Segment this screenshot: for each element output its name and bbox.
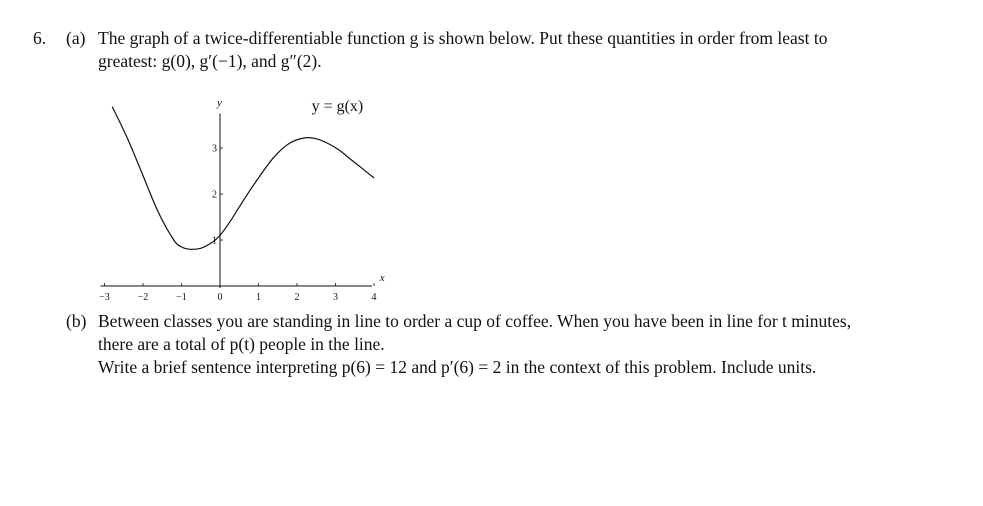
part-b-text-line-1: Between classes you are standing in line to order a cup of coffee. When you have been in line for t minutes,	[98, 311, 852, 331]
x-tick-label: 4	[371, 292, 377, 302]
y-tick-label: 2	[212, 189, 217, 201]
part-a-text-line-1: The graph of a twice-differentiable function g is shown below. Put these quantities in order from least to	[98, 28, 828, 48]
x-tick-label: 0	[217, 292, 223, 302]
part-b-text-line-2: there are a total of p(t) people in the line.	[98, 334, 385, 354]
y-tick-label: 1	[212, 235, 217, 247]
x-tick-label: 1	[256, 292, 261, 302]
x-axis-label: x	[379, 272, 385, 284]
function-graph	[90, 92, 400, 302]
x-tick-label: 2	[294, 292, 300, 302]
problem-number: 6.	[33, 28, 47, 48]
x-tick-label: 3	[333, 292, 338, 302]
curve-label: y = g(x)	[311, 98, 364, 116]
part-a-text-line-2: greatest: g(0), g′(−1), and g″(2).	[98, 51, 322, 71]
part-a-label: (a)	[66, 28, 86, 48]
tick-labels	[99, 144, 376, 303]
x-tick-label: −3	[99, 292, 110, 302]
x-tick-label: −1	[176, 292, 187, 302]
y-axis-label: y	[217, 97, 222, 109]
tick-marks	[105, 148, 375, 286]
curve-g	[112, 107, 374, 250]
x-tick-label: −2	[137, 292, 149, 302]
axes	[101, 114, 373, 289]
part-b-text-line-3: Write a brief sentence interpreting p(6) = 12 and p′(6) = 2 in the context of this problem. Include units.	[98, 357, 817, 377]
y-tick-label: 3	[212, 143, 217, 155]
part-b-label: (b)	[66, 311, 87, 331]
